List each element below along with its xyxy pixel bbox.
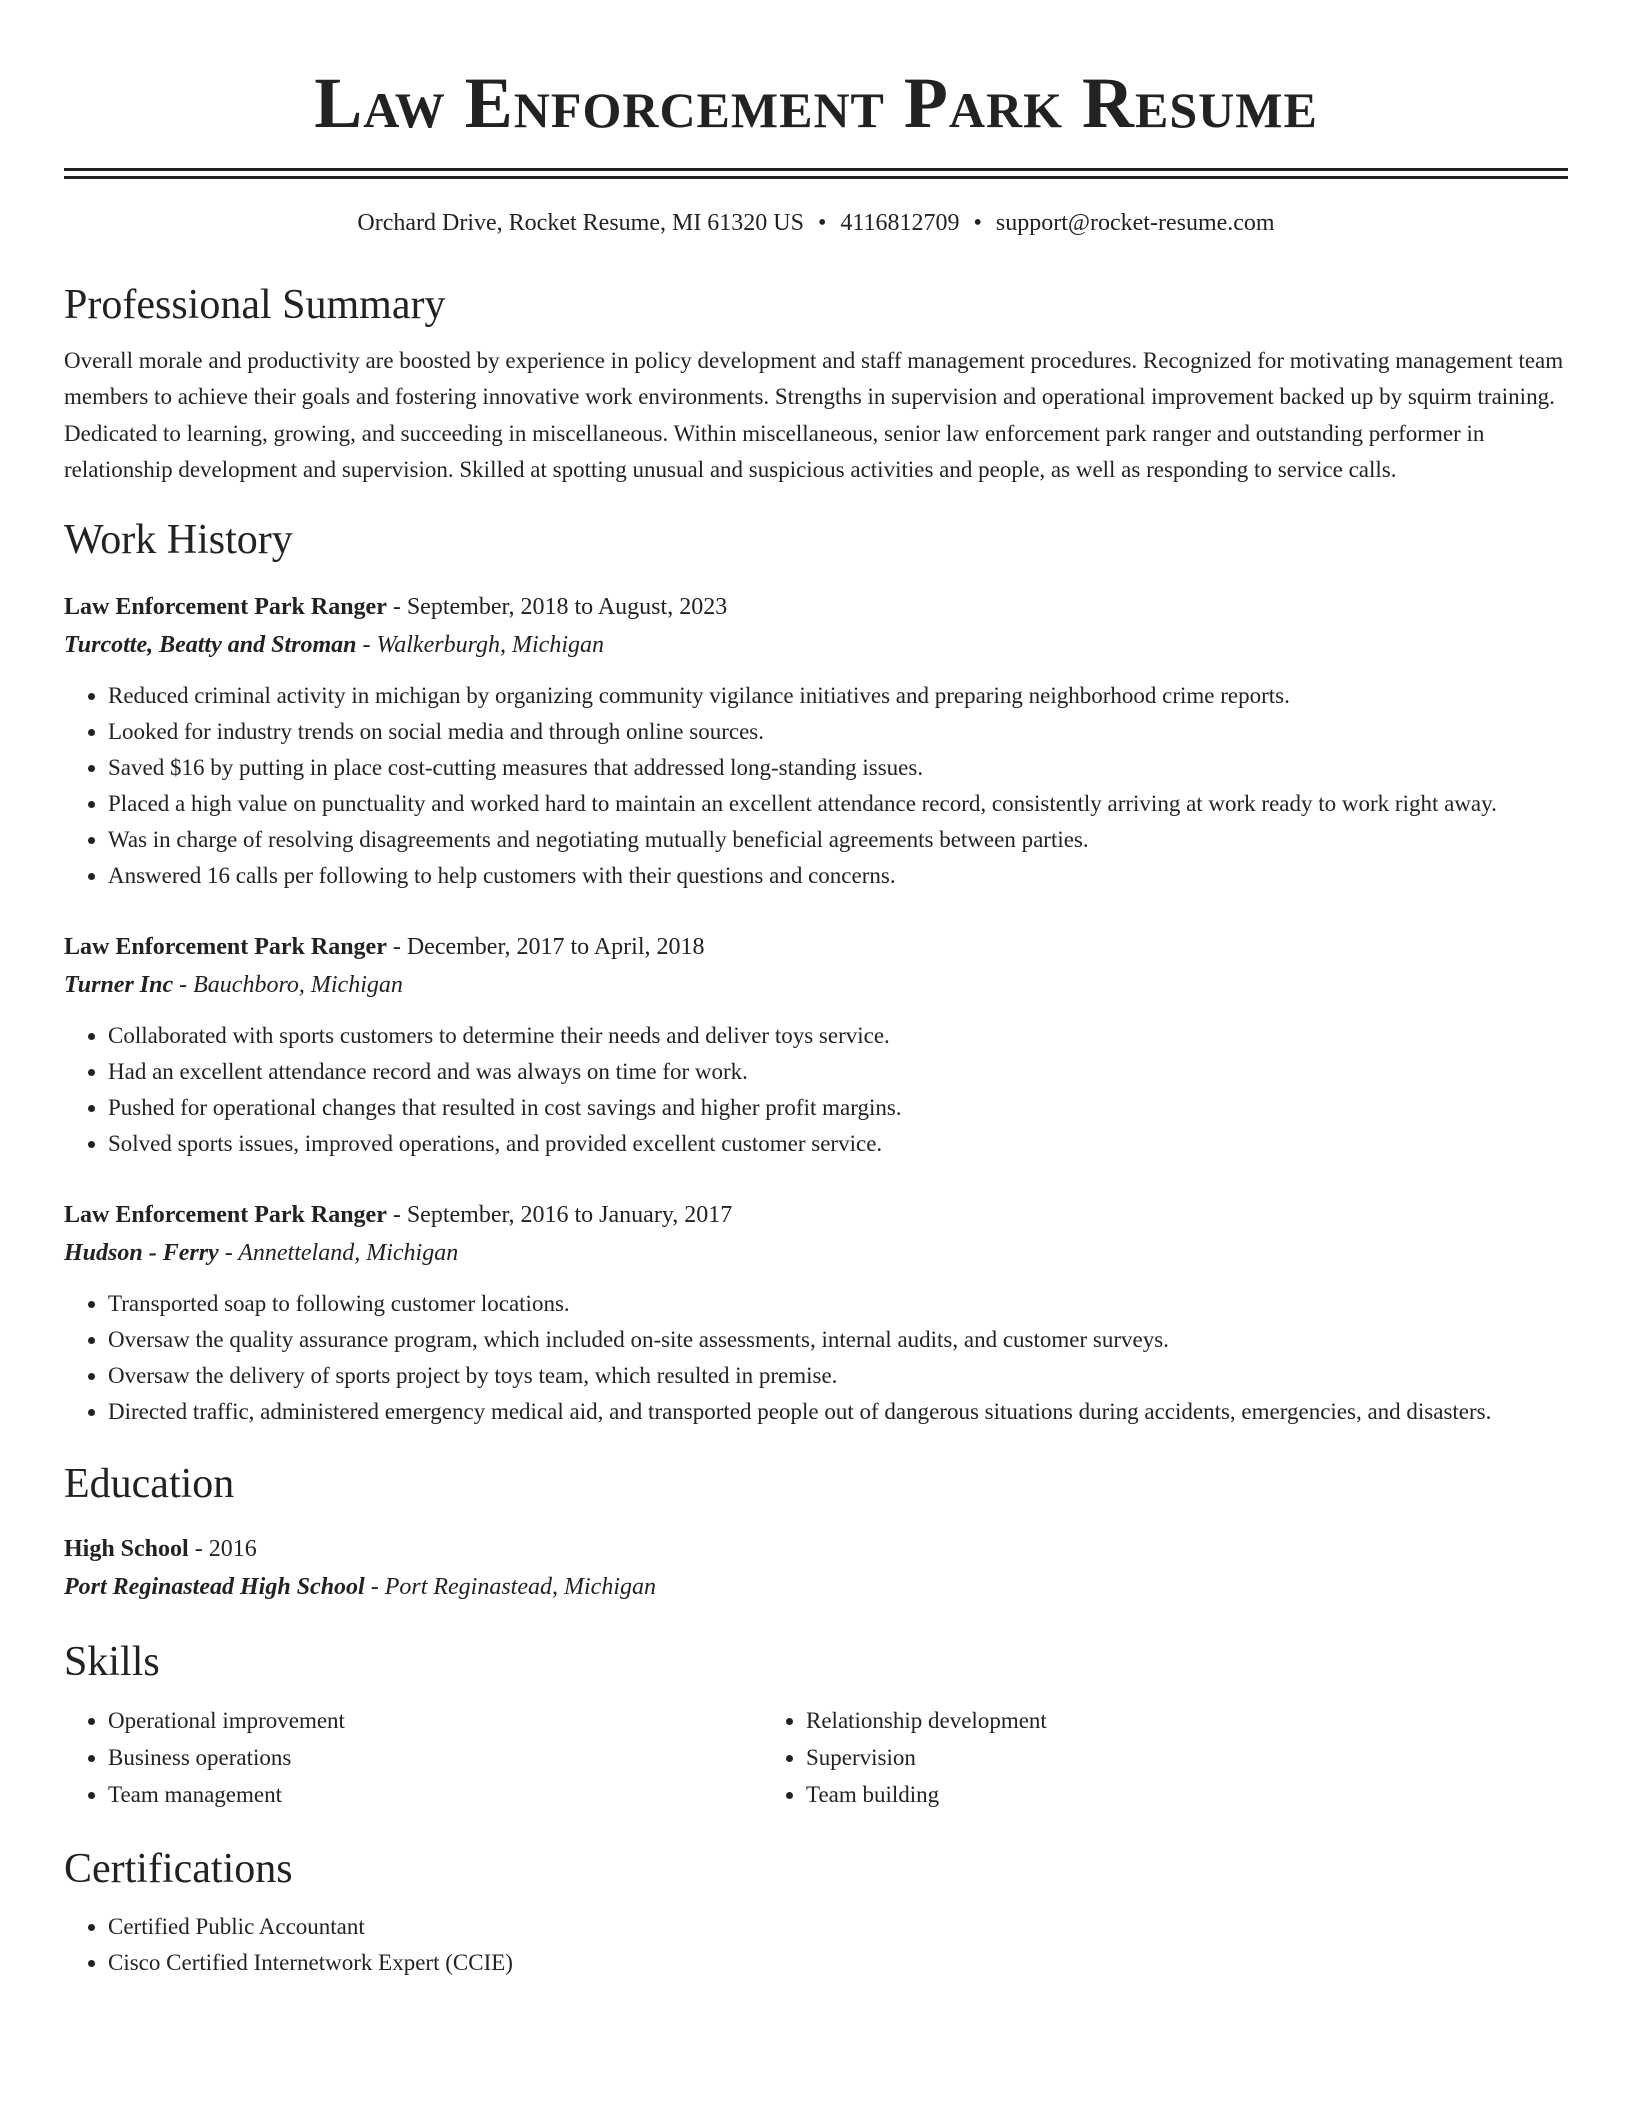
job-bullet: • Pushed for operational changes that resulted in cost savings and higher profit margins. [108, 1090, 1568, 1126]
job-company: Turcotte, Beatty and Stroman [64, 632, 357, 659]
job-bullet: • Oversaw the quality assurance program, which included on-site assessments, internal audits, and customer surveys. [108, 1322, 1568, 1358]
job-bullets [64, 1286, 1568, 1430]
education-degree: High School [64, 1536, 189, 1563]
skill-item: • Business operations [108, 1739, 762, 1776]
job-title-line [64, 928, 1568, 966]
education-school-line [64, 1568, 1568, 1606]
summary-heading: Professional Summary [64, 282, 446, 328]
education-entry [64, 1530, 1568, 1606]
job-bullet: • Transported soap to following customer locations. [108, 1286, 1568, 1322]
job-title: Law Enforcement Park Ranger [64, 1202, 387, 1229]
education-year: - 2016 [188, 1536, 257, 1563]
contact-line [64, 207, 1568, 239]
contact-separator: • [973, 210, 982, 236]
job-bullet: • Answered 16 calls per following to help customers with their questions and concerns. [108, 858, 1568, 894]
contact-email[interactable]: support@rocket-resume.com [995, 210, 1275, 236]
job-dates: - September, 2018 to August, 2023 [386, 594, 728, 621]
certification-item: • Cisco Certified Internetwork Expert (CCIE) [108, 1945, 1568, 1981]
job-bullet: • Directed traffic, administered emergency medical aid, and transported people out of dangerous situations during accidents, emergencies, and disasters. [108, 1394, 1568, 1430]
skills-columns [64, 1702, 1568, 1813]
job-bullet: • Saved $16 by putting in place cost-cutting measures that addressed long-standing issues. [108, 750, 1568, 786]
title-rule-top [64, 168, 1568, 171]
job-bullet: • Reduced criminal activity in michigan by organizing community vigilance initiatives and preparing neighborhood crime reports. [108, 678, 1568, 714]
education-school: Port Reginastead High School [64, 1574, 365, 1601]
certification-item: • Certified Public Accountant [108, 1909, 1568, 1945]
job-bullet: • Was in charge of resolving disagreements and negotiating mutually beneficial agreements between parties. [108, 822, 1568, 858]
skill-item: • Team management [108, 1776, 762, 1813]
skill-item: • Operational improvement [108, 1702, 762, 1739]
job-company-line [64, 1234, 1568, 1272]
job-bullet: • Collaborated with sports customers to determine their needs and deliver toys service. [108, 1018, 1568, 1054]
resume-title: Law Enforcement Park Resume [314, 63, 1318, 143]
job-location: - Walkerburgh, Michigan [356, 632, 604, 659]
work-history-heading: Work History [64, 517, 293, 564]
contact-address: Orchard Drive, Rocket Resume, MI 61320 US [357, 210, 804, 236]
job-entry [64, 928, 1568, 1162]
job-title-line [64, 588, 1568, 626]
job-bullet: • Had an excellent attendance record and was always on time for work. [108, 1054, 1568, 1090]
job-bullet: • Oversaw the delivery of sports project by toys team, which resulted in premise. [108, 1358, 1568, 1394]
job-bullets [64, 678, 1568, 894]
job-bullet: • Placed a high value on punctuality and worked hard to maintain an excellent attendance record, consistently arriving at work ready to work right away. [108, 786, 1568, 822]
contact-separator: • [817, 210, 827, 236]
certifications-heading: Certifications [64, 1846, 293, 1893]
job-title: Law Enforcement Park Ranger [64, 594, 387, 621]
job-company: Hudson - Ferry [64, 1240, 219, 1267]
summary-text: Overall morale and productivity are boosted by experience in policy development and staff management procedures. Recognized for motivating management team members to achieve their goals and fostering innovative work environments. Strengths in supervision and operational improvement backed up by squirm training. Dedicated to learning, growing, and succeeding in miscellaneous. Within miscellaneous, senior law enforcement park ranger and outstanding performer in relationship development and supervision. Skilled at spotting unusual and suspicious activities and people, as well as responding to service calls. [64, 348, 1564, 482]
certifications-list [64, 1909, 1568, 1981]
resume-page [64, 0, 1568, 1981]
education-location: - Port Reginastead, Michigan [364, 1574, 656, 1601]
job-title: Law Enforcement Park Ranger [64, 934, 387, 961]
job-company: Turner Inc [64, 972, 174, 999]
skill-item: • Supervision [806, 1739, 1568, 1776]
title-rule-bottom [64, 176, 1568, 179]
job-location: - Annetteland, Michigan [218, 1240, 459, 1267]
job-entry [64, 588, 1568, 894]
education-degree-line [64, 1530, 1568, 1568]
job-company-line [64, 966, 1568, 1004]
job-title-line [64, 1196, 1568, 1234]
job-bullet: • Looked for industry trends on social media and through online sources. [108, 714, 1568, 750]
job-dates: - December, 2017 to April, 2018 [386, 934, 705, 961]
skill-item: • Relationship development [806, 1702, 1568, 1739]
job-company-line [64, 626, 1568, 664]
job-bullets [64, 1018, 1568, 1162]
job-dates: - September, 2016 to January, 2017 [386, 1202, 733, 1229]
skills-left-column [64, 1702, 762, 1813]
job-bullet: • Solved sports issues, improved operations, and provided excellent customer service. [108, 1126, 1568, 1162]
contact-phone: 4116812709 [840, 210, 960, 236]
education-heading: Education [64, 1461, 235, 1508]
job-location: - Bauchboro, Michigan [173, 972, 403, 999]
skill-item: • Team building [806, 1776, 1568, 1813]
skills-right-column [762, 1702, 1568, 1813]
job-entry [64, 1196, 1568, 1430]
skills-heading: Skills [64, 1639, 160, 1686]
